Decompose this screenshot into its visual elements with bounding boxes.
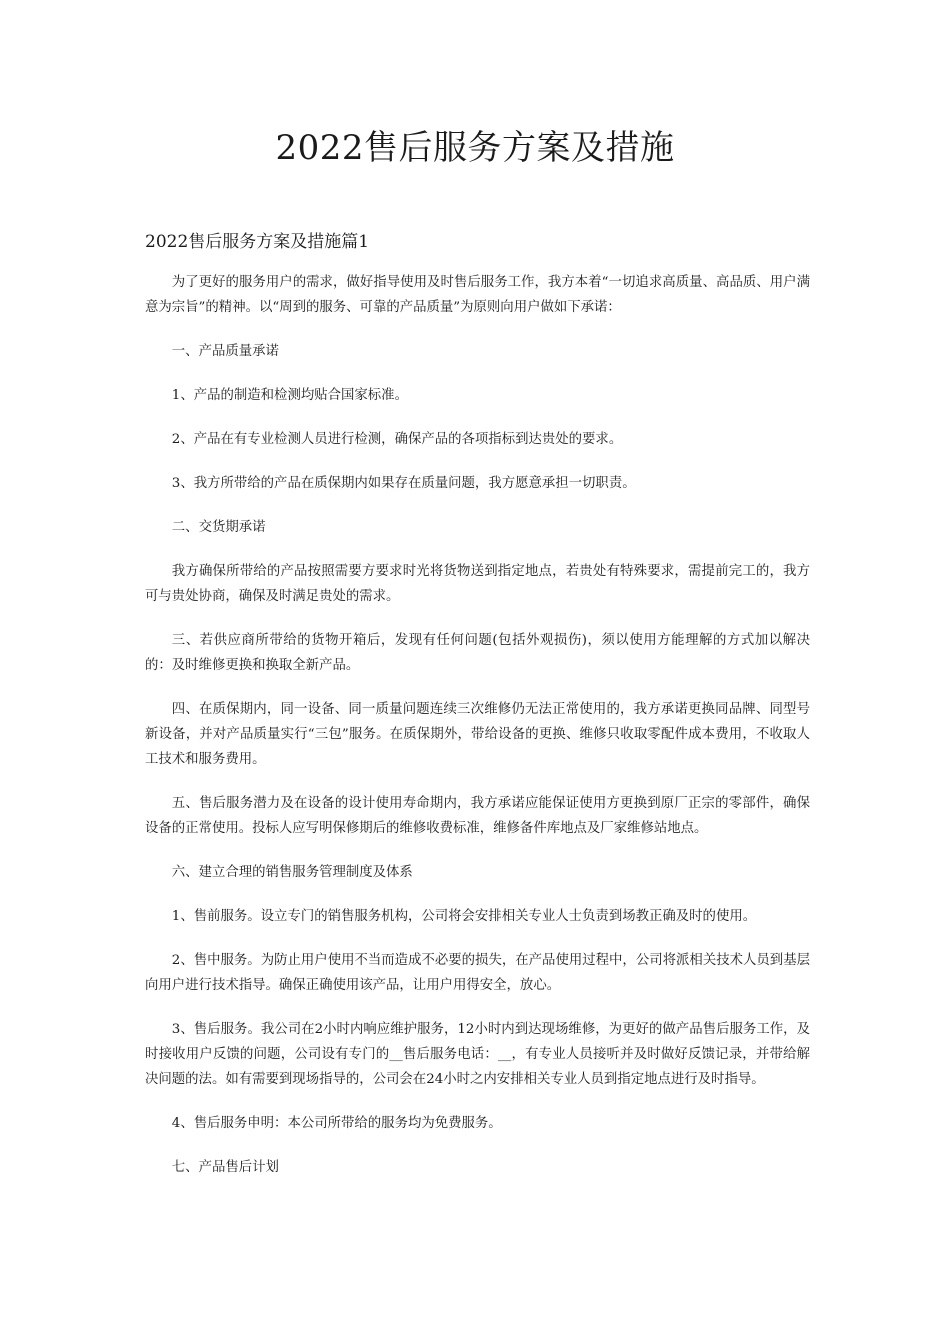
paragraph-aftersale: 3、售后服务。我公司在2小时内响应维护服务，12小时内到达现场维修，为更好的做产品售后服务工作，及时接收用户反馈的问题，公司设有专门的__售后服务电话：__，有专业人员接听并及时做好反馈记录，并带给解决问题的法。如有需要到现场指导的，公司会在24小时之内安排相关专业人员到指定地点进行及时指导。: [145, 1022, 810, 1087]
section-heading: 2022售后服务方案及措施篇1: [145, 232, 370, 252]
paragraph-delivery: 我方确保所带给的产品按照需要方要求时光将货物送到指定地点，若贵处有特殊要求，需提前完工的，我方可与贵处协商，确保及时满足贵处的需求。: [145, 564, 810, 604]
paragraph-heading-delivery: 二、交货期承诺: [171, 520, 266, 535]
paragraph-quality-2: 2、产品在有专业检测人员进行检测，确保产品的各项指标到达贵处的要求。: [171, 432, 623, 447]
paragraph-intro: 为了更好的服务用户的需求，做好指导使用及时售后服务工作，我方本着“一切追求高质量、高品质、用户满意为宗旨”的精神。以“周到的服务、可靠的产品质量”为原则向用户做如下承诺：: [145, 275, 810, 315]
paragraph-warranty: 四、在质保期内，同一设备、同一质量问题连续三次维修仍无法正常使用的，我方承诺更换同品牌、同型号新设备，并对产品质量实行“三包”服务。在质保期外，带给设备的更换、维修只收取零配件成本费用，不收取人工技术和服务费用。: [145, 702, 810, 767]
paragraph-quality-3: 3、我方所带给的产品在质保期内如果存在质量问题，我方愿意承担一切职责。: [171, 476, 636, 491]
paragraph-presale: 1、售前服务。设立专门的销售服务机构，公司将会安排相关专业人士负责到场教正确及时的使用。: [171, 909, 757, 924]
document-body: [145, 270, 810, 1199]
document-title: 2022售后服务方案及措施: [275, 128, 675, 168]
paragraph-heading-plan: 七、产品售后计划: [171, 1160, 279, 1175]
paragraph-quality-1: 1、产品的制造和检测均贴合国家标准。: [171, 388, 408, 403]
paragraph-heading-quality: 一、产品质量承诺: [171, 344, 279, 359]
paragraph-heading-system: 六、建立合理的销售服务管理制度及体系: [171, 865, 413, 880]
paragraph-insale: 2、售中服务。为防止用户使用不当而造成不必要的损失，在产品使用过程中，公司将派相关技术人员到基层向用户进行技术指导。确保正确使用该产品，让用户用得安全，放心。: [145, 953, 810, 993]
paragraph-service-capacity: 五、售后服务潜力及在设备的设计使用寿命期内，我方承诺应能保证使用方更换到原厂正宗的零部件，确保设备的正常使用。投标人应写明保修期后的维修收费标准，维修备件库地点及厂家维修站地点。: [145, 796, 810, 836]
paragraph-unpacking: 三、若供应商所带给的货物开箱后，发现有任何问题(包括外观损伤)，须以使用方能理解的方式加以解决的：及时维修更换和换取全新产品。: [145, 633, 810, 673]
paragraph-declaration: 4、售后服务申明：本公司所带给的服务均为免费服务。: [171, 1116, 502, 1131]
